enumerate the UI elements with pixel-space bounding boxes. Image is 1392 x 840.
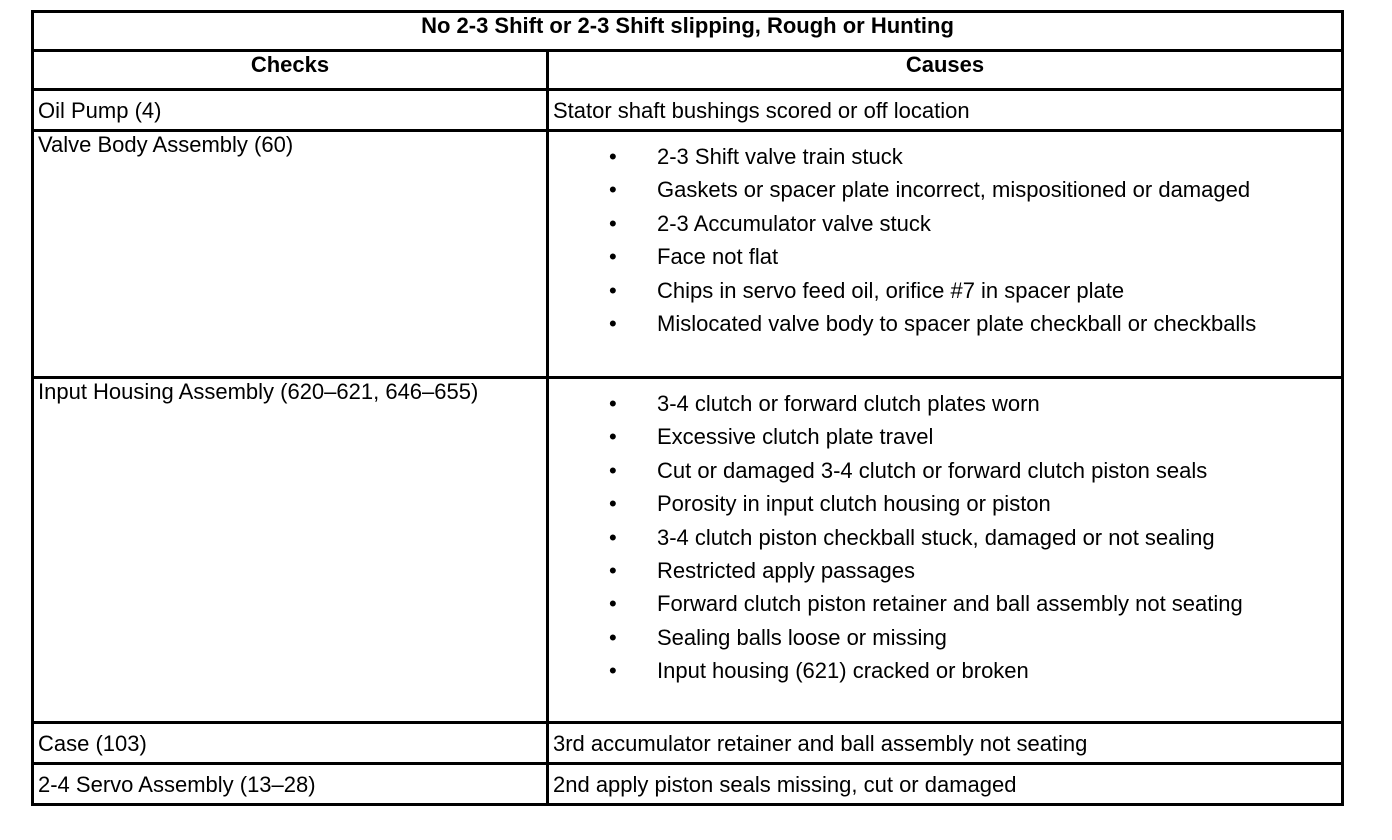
bullet-icon: • — [609, 491, 617, 517]
bullet-icon: • — [609, 144, 617, 169]
list-item: • Chips in servo feed oil, orifice #7 in spacer plate — [553, 274, 1337, 307]
check-cell: Input Housing Assembly (620–621, 646–655) — [33, 378, 548, 723]
check-cell: Oil Pump (4) — [33, 90, 548, 131]
table-row — [33, 131, 1343, 378]
bullet-icon: • — [609, 457, 617, 483]
cause-cell: 3rd accumulator retainer and ball assembly not seating — [548, 723, 1343, 764]
list-item: • 3-4 clutch piston checkball stuck, damaged or not sealing — [553, 521, 1337, 554]
list-item: • Porosity in input clutch housing or piston — [553, 487, 1337, 520]
list-item: • Excessive clutch plate travel — [553, 420, 1337, 453]
bullet-icon: • — [609, 210, 617, 236]
cause-cell: Stator shaft bushings scored or off location — [548, 90, 1343, 131]
check-cell: Valve Body Assembly (60) — [33, 131, 548, 378]
list-item: • Cut or damaged 3-4 clutch or forward clutch piston seals — [553, 454, 1337, 487]
list-item: • Face not flat — [553, 240, 1337, 273]
causes-list — [553, 132, 1337, 340]
list-item: • 2-3 Accumulator valve stuck — [553, 207, 1337, 240]
bullet-icon: • — [609, 391, 617, 416]
table-row — [33, 378, 1343, 723]
bullet-icon: • — [609, 591, 617, 617]
bullet-icon: • — [609, 177, 617, 203]
list-item: • Forward clutch piston retainer and ball assembly not seating — [553, 587, 1337, 620]
list-item: • Restricted apply passages — [553, 554, 1337, 587]
causes-list — [553, 379, 1337, 688]
causes-cell — [548, 131, 1343, 378]
table-row — [33, 764, 1343, 805]
table-row — [33, 723, 1343, 764]
list-item: • 3-4 clutch or forward clutch plates worn — [553, 387, 1337, 420]
column-header-causes: Causes — [548, 51, 1343, 90]
table-title: No 2-3 Shift or 2-3 Shift slipping, Rough or Hunting — [33, 12, 1343, 51]
bullet-icon: • — [609, 624, 617, 650]
check-cell: 2-4 Servo Assembly (13–28) — [33, 764, 548, 805]
bullet-icon: • — [609, 424, 617, 450]
list-item: • Mislocated valve body to spacer plate checkball or checkballs — [553, 307, 1337, 340]
cause-cell: 2nd apply piston seals missing, cut or damaged — [548, 764, 1343, 805]
bullet-icon: • — [609, 524, 617, 550]
bullet-icon: • — [609, 277, 617, 303]
list-item: • Input housing (621) cracked or broken — [553, 654, 1337, 687]
list-item: • Sealing balls loose or missing — [553, 621, 1337, 654]
table-row — [33, 90, 1343, 131]
bullet-icon: • — [609, 244, 617, 270]
column-header-checks: Checks — [33, 51, 548, 90]
bullet-icon: • — [609, 310, 617, 336]
list-item: • 2-3 Shift valve train stuck — [553, 140, 1337, 173]
causes-cell — [548, 378, 1343, 723]
list-item: • Gaskets or spacer plate incorrect, mispositioned or damaged — [553, 173, 1337, 206]
diagnosis-table — [31, 10, 1344, 806]
bullet-icon: • — [609, 658, 617, 684]
check-cell: Case (103) — [33, 723, 548, 764]
bullet-icon: • — [609, 557, 617, 583]
